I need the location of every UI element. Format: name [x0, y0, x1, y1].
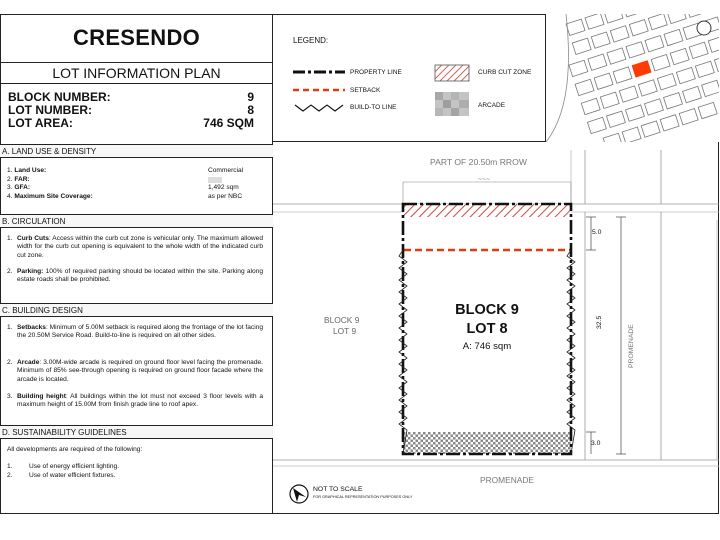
legend-setback: SETBACK [350, 87, 381, 94]
lot-width-label: ~~~ [478, 176, 490, 183]
item-text: : Minimum of 5.00M setback is required along the frontage of the lot facing the 20.50M Service Road. Build-to-line is required on all other sides. [17, 324, 263, 340]
arcade-dimension: 3.0 [591, 440, 601, 447]
row-num: 2. [7, 175, 13, 183]
north-arrow-icon [697, 21, 711, 35]
row-value: as per NBC [208, 192, 243, 200]
arcade-icon [435, 92, 469, 116]
legend-title: LEGEND: [293, 36, 329, 45]
row-value: 1,492 sqm [208, 184, 239, 191]
setback-dimension: 5.0 [592, 229, 602, 236]
item-num: 1. [7, 324, 13, 331]
land-use-row [7, 184, 267, 193]
curb-cut-zone-icon [435, 65, 469, 81]
scale-subnote: FOR GRAPHICAL REPRESENTATION PURPOSES ONLY [313, 495, 413, 499]
road-label-bottom: PROMENADE [480, 475, 534, 485]
legend-curb-cut-zone: CURB CUT ZONE [478, 69, 532, 76]
redacted-far-value [208, 177, 222, 183]
legend-arcade: ARCADE [478, 102, 506, 109]
circulation-item [7, 268, 263, 284]
item-num: 1. [7, 235, 13, 242]
block-label: BLOCK 9 [455, 302, 519, 318]
legend-build-to-line: BUILD-TO LINE [350, 104, 397, 111]
lot-area-label: LOT AREA: [8, 116, 73, 130]
item-title: Setbacks [17, 324, 46, 331]
road-label-right: PROMENADE [628, 324, 635, 368]
subject-lot-highlight [632, 61, 651, 77]
land-use-heading: A. LAND USE & DENSITY [0, 144, 273, 158]
item-num: 2. [7, 359, 13, 366]
item-text: 100% of required parking should be located within the site. Parking along estate roads shall be prohibited. [17, 268, 263, 284]
item-num: 2. [7, 268, 13, 275]
arcade-zone [403, 432, 571, 454]
building-design-item [7, 359, 263, 383]
building-design-item [7, 324, 263, 340]
item-text: Use of energy efficient lighting. [29, 463, 120, 470]
legend-property-line: PROPERTY LINE [350, 69, 402, 76]
row-label: Maximum Site Coverage: [14, 192, 93, 200]
item-title: Parking: [17, 268, 44, 275]
lot-label: LOT 8 [466, 321, 508, 337]
row-label: FAR: [14, 175, 30, 183]
row-value: Commercial [208, 167, 244, 174]
item-title: Curb Cuts [17, 235, 49, 242]
neighbor-block-label: BLOCK 9 [324, 315, 360, 325]
sustainability-heading: D. SUSTAINABILITY GUIDELINES [0, 425, 273, 439]
project-title: CRESENDO [72, 25, 201, 50]
item-text: : All buildings within the lot must not exceed 3 floor levels with a maximum height of 15.00M from finish grade line to roof apex. [17, 393, 263, 409]
block-number-label: BLOCK NUMBER: [8, 90, 111, 104]
lot-area-label: A: 746 sqm [462, 341, 512, 352]
legend-symbols [273, 14, 548, 142]
item-text: : Access within the curb cut zone is vehicular only. The maximum allowed width for the curb cut opening is equivalent to the whole width of the indicated curb cut zone. [17, 235, 263, 259]
sustainability-intro: All developments are required of the following: [7, 446, 143, 453]
circulation-item [7, 235, 263, 259]
item-num: 2. [7, 472, 13, 479]
circulation-heading: B. CIRCULATION [0, 214, 273, 228]
sustainability-item [7, 472, 257, 480]
block-number-value: 9 [247, 90, 254, 104]
plan-title: LOT INFORMATION PLAN [0, 62, 273, 84]
row-num: 1. [7, 167, 13, 174]
neighbor-lot-label: LOT 9 [333, 326, 357, 336]
item-title: Arcade [17, 359, 40, 366]
lot-area-value: 746 SQM [203, 116, 254, 130]
item-title: Building height [17, 393, 66, 400]
row-num: 3. [7, 184, 13, 191]
building-design-item [7, 393, 263, 409]
row-label: GFA: [14, 184, 31, 191]
item-num: 1. [7, 463, 13, 470]
north-arrow-icon [290, 485, 308, 503]
curb-cut-zone [403, 204, 571, 217]
lot-number-value: 8 [247, 103, 254, 117]
sustainability-item [7, 463, 257, 471]
build-to-line-icon [295, 105, 343, 111]
building-design-heading: C. BUILDING DESIGN [0, 303, 273, 317]
land-use-row [7, 176, 267, 185]
depth-dimension: 32.5 [596, 315, 603, 329]
row-label: Land Use: [14, 167, 47, 174]
lot-number-label: LOT NUMBER: [8, 103, 92, 117]
item-text: : 3.00M-wide arcade is required on ground floor level facing the promenade. Minimum of 85% see-through opening is required on ground floor facade where the arcade is located. [17, 359, 263, 383]
land-use-row [7, 167, 267, 176]
vicinity-map [545, 14, 719, 142]
land-use-row [7, 193, 267, 202]
item-num: 3. [7, 393, 13, 400]
vicinity-map-drawing [546, 14, 719, 142]
item-text: Use of water efficient fixtures. [29, 472, 116, 479]
scale-note: NOT TO SCALE [313, 486, 363, 493]
land-use-list [7, 167, 267, 201]
road-label-top: PART OF 20.50m RROW [430, 157, 527, 167]
row-num: 4. [7, 192, 13, 200]
